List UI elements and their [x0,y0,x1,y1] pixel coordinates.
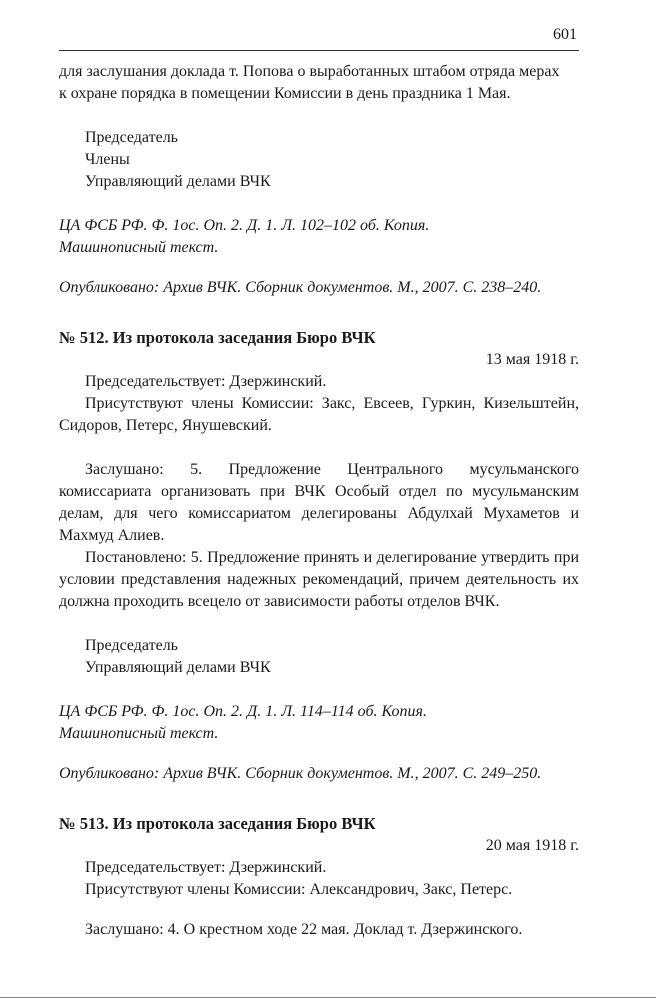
page-number: 601 [553,26,577,43]
document-513-chair: Председательствует: Дзержинский. [85,859,327,876]
signature-members: Члены [85,151,130,168]
signature-chairman: Председатель [85,129,178,146]
document-512-heard: Заслушано: 5. Предложение Центрального мусульманского комиссариата организовать при ВЧК Особый отдел по мусульманским делам, для чего комиссариатом делегированы Абдулхай Мухаметов и Махмуд Алиев. [59,461,579,544]
document-512-type: Машинописный текст. [59,725,219,742]
document-512-signature-manager: Управляющий делами ВЧК [85,659,271,676]
document-512-present: Присутствуют члены Комиссии: Закс, Евсеев, Гуркин, Кизельштейн, Сидоров, Петерс, Янушевский. [59,395,579,434]
document-512-archive: ЦА ФСБ РФ. Ф. 1ос. Оп. 2. Д. 1. Л. 114–114 об. Копия. [59,703,427,720]
source-published: Опубликовано: Архив ВЧК. Сборник документов. М., 2007. С. 238–240. [59,279,542,296]
signature-manager: Управляющий делами ВЧК [85,173,271,190]
bottom-rule [0,997,656,998]
page-body [59,61,579,941]
document-513-present: Присутствуют члены Комиссии: Александрович, Закс, Петерс. [85,881,513,898]
continued-text-line-1: для заслушания доклада т. Попова о выработанных штабом отряда мерах [59,63,560,80]
document-512-resolved: Постановлено: 5. Предложение принять и делегирование утвердить при условии представления надежных рекомендаций, причем деятельность их должна проходить всецело от зависимости работы отделов ВЧК. [59,549,579,610]
document-513-heard: Заслушано: 4. О крестном ходе 22 мая. Доклад т. Дзержинского. [85,921,523,938]
document-512-date: 13 мая 1918 г. [485,351,579,368]
document-512-title: № 512. Из протокола заседания Бюро ВЧК [59,328,376,347]
document-512-signature-chairman: Председатель [85,637,178,654]
source-type: Машинописный текст. [59,239,219,256]
continued-text-line-2: к охране порядка в помещении Комиссии в день праздника 1 Мая. [59,85,511,102]
document-512-published: Опубликовано: Архив ВЧК. Сборник документов. М., 2007. С. 249–250. [59,765,542,782]
document-513-title: № 513. Из протокола заседания Бюро ВЧК [59,814,376,833]
source-archive: ЦА ФСБ РФ. Ф. 1ос. Оп. 2. Д. 1. Л. 102–102 об. Копия. [59,217,430,234]
header-rule [59,50,579,51]
document-512-chair: Председательствует: Дзержинский. [85,373,327,390]
document-513-date: 20 мая 1918 г. [485,837,579,854]
